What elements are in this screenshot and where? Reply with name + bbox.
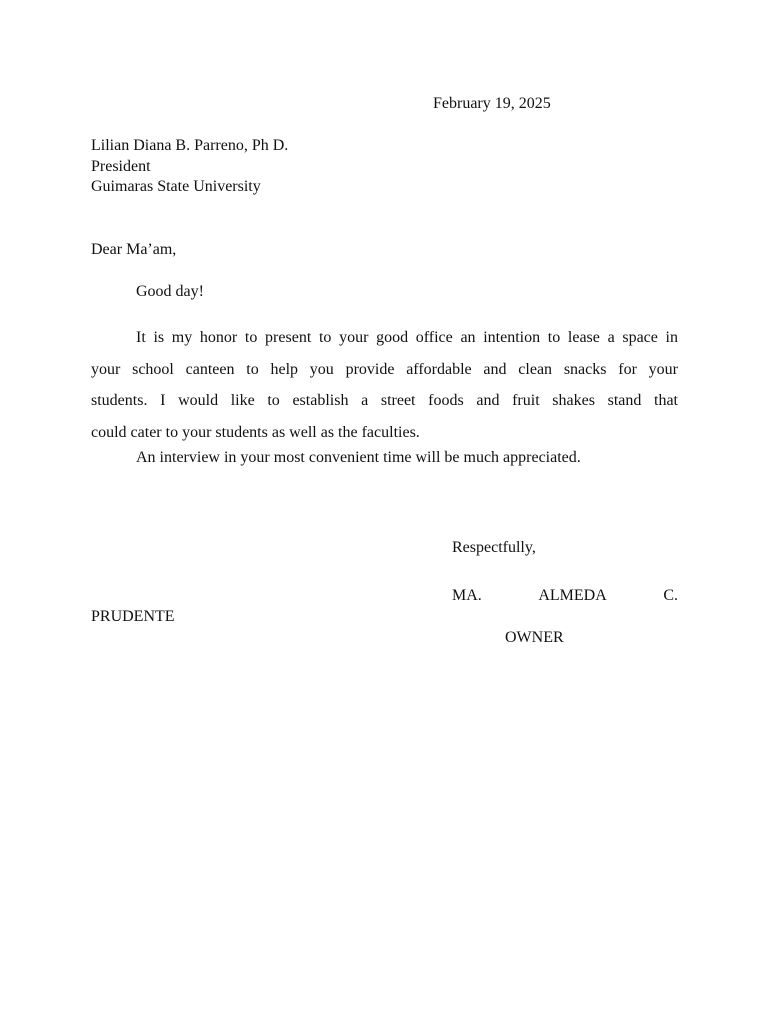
recipient-position: President: [91, 157, 151, 175]
recipient-institution: Guimaras State University: [91, 178, 261, 195]
body-line: It is my honor to present to your good office an intention to lease a space in: [136, 329, 678, 346]
signature-title: OWNER: [505, 629, 564, 646]
signature-name-part: C.: [663, 587, 678, 604]
body-line: students. I would like to establish a street foods and fruit shakes stand that: [91, 392, 678, 409]
body-line: could cater to your students as well as the faculties.: [91, 423, 420, 441]
closing-request: An interview in your most convenient time will be much appreciated.: [136, 449, 581, 466]
signature-name-line: [452, 586, 678, 606]
signature-name-surname: PRUDENTE: [91, 608, 175, 625]
body-paragraph: [91, 322, 678, 448]
signature-name-part: ALMEDA: [538, 587, 607, 604]
closing: Respectfully,: [452, 539, 536, 556]
greeting: Good day!: [136, 283, 204, 300]
letter-date: February 19, 2025: [433, 95, 551, 112]
signature-name-part: MA.: [452, 587, 482, 604]
recipient-name: Lilian Diana B. Parreno, Ph D.: [91, 137, 289, 154]
salutation: Dear Ma’am,: [91, 241, 177, 258]
body-line: your school canteen to help you provide affordable and clean snacks for your: [91, 360, 678, 378]
recipient-address: [91, 136, 288, 198]
